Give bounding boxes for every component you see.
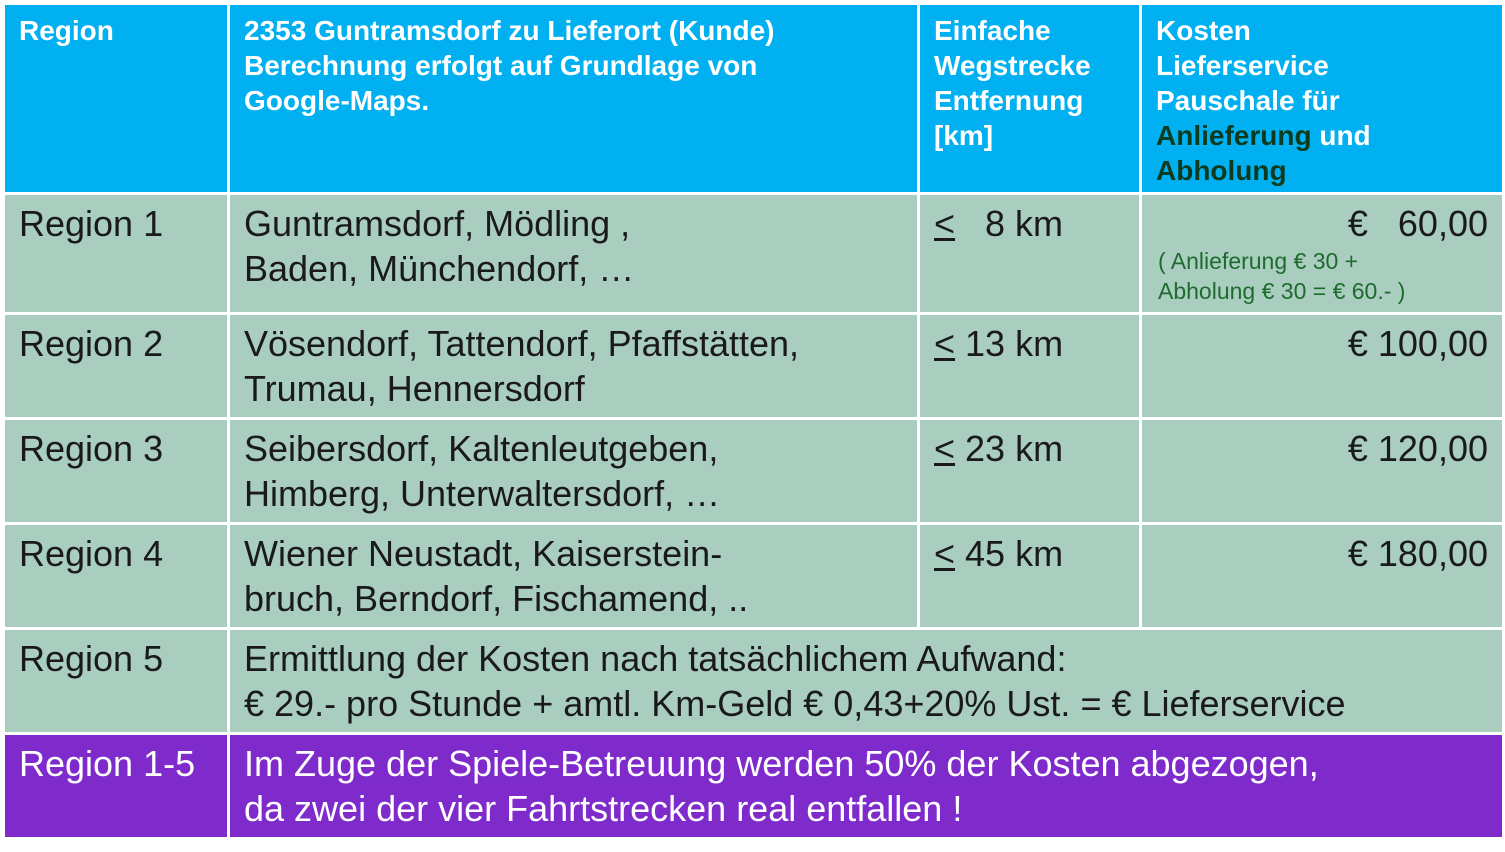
table-row xyxy=(4,524,1504,629)
places-cell: Wiener Neustadt, Kaiserstein- bruch, Berndorf, Fischamend, .. xyxy=(229,524,919,629)
region-cell: Region 1-5 xyxy=(4,734,229,839)
cost-calculation-cell: Ermittlung der Kosten nach tatsächlichem Aufwand: € 29.- pro Stunde + amtl. Km-Geld € 0,43+20% Ust. = € Lieferservice xyxy=(229,629,1504,734)
header-row xyxy=(4,4,1504,194)
distance-cell: < 8 km xyxy=(919,194,1141,314)
price-cell: € 180,00 xyxy=(1141,524,1504,629)
places-cell: Vösendorf, Tattendorf, Pfaffstätten, Trumau, Hennersdorf xyxy=(229,314,919,419)
header-cost: Kosten Lieferservice Pauschale für Anlieferung und Abholung xyxy=(1141,4,1504,194)
header-anlieferung: Anlieferung xyxy=(1156,120,1312,151)
table-row xyxy=(4,629,1504,734)
table-row xyxy=(4,314,1504,419)
price-cell: € 100,00 xyxy=(1141,314,1504,419)
price-cell: € 120,00 xyxy=(1141,419,1504,524)
region-cell: Region 3 xyxy=(4,419,229,524)
table-row-discount xyxy=(4,734,1504,839)
table-row xyxy=(4,419,1504,524)
region-cell: Region 2 xyxy=(4,314,229,419)
distance-cell: < 45 km xyxy=(919,524,1141,629)
header-abholung: Abholung xyxy=(1156,155,1287,186)
pricing-table xyxy=(2,2,1505,840)
header-region: Region xyxy=(4,4,229,194)
header-distance: Einfache Wegstrecke Entfernung [km] xyxy=(919,4,1141,194)
places-cell: Seibersdorf, Kaltenleutgeben, Himberg, Unterwaltersdorf, … xyxy=(229,419,919,524)
price-cell: € 60,00 ( Anlieferung € 30 + Abholung € 30 = € 60.- ) xyxy=(1141,194,1504,314)
region-cell: Region 4 xyxy=(4,524,229,629)
distance-cell: < 23 km xyxy=(919,419,1141,524)
price-note: ( Anlieferung € 30 + Abholung € 30 = € 60.- ) xyxy=(1158,248,1406,304)
region-cell: Region 5 xyxy=(4,629,229,734)
table-row xyxy=(4,194,1504,314)
places-cell: Guntramsdorf, Mödling , Baden, Münchendorf, … xyxy=(229,194,919,314)
discount-note-cell: Im Zuge der Spiele-Betreuung werden 50% der Kosten abgezogen, da zwei der vier Fahrtstrecken real entfallen ! xyxy=(229,734,1504,839)
distance-cell: < 13 km xyxy=(919,314,1141,419)
region-cell: Region 1 xyxy=(4,194,229,314)
header-route: 2353 Guntramsdorf zu Lieferort (Kunde) Berechnung erfolgt auf Grundlage von Google-Maps. xyxy=(229,4,919,194)
